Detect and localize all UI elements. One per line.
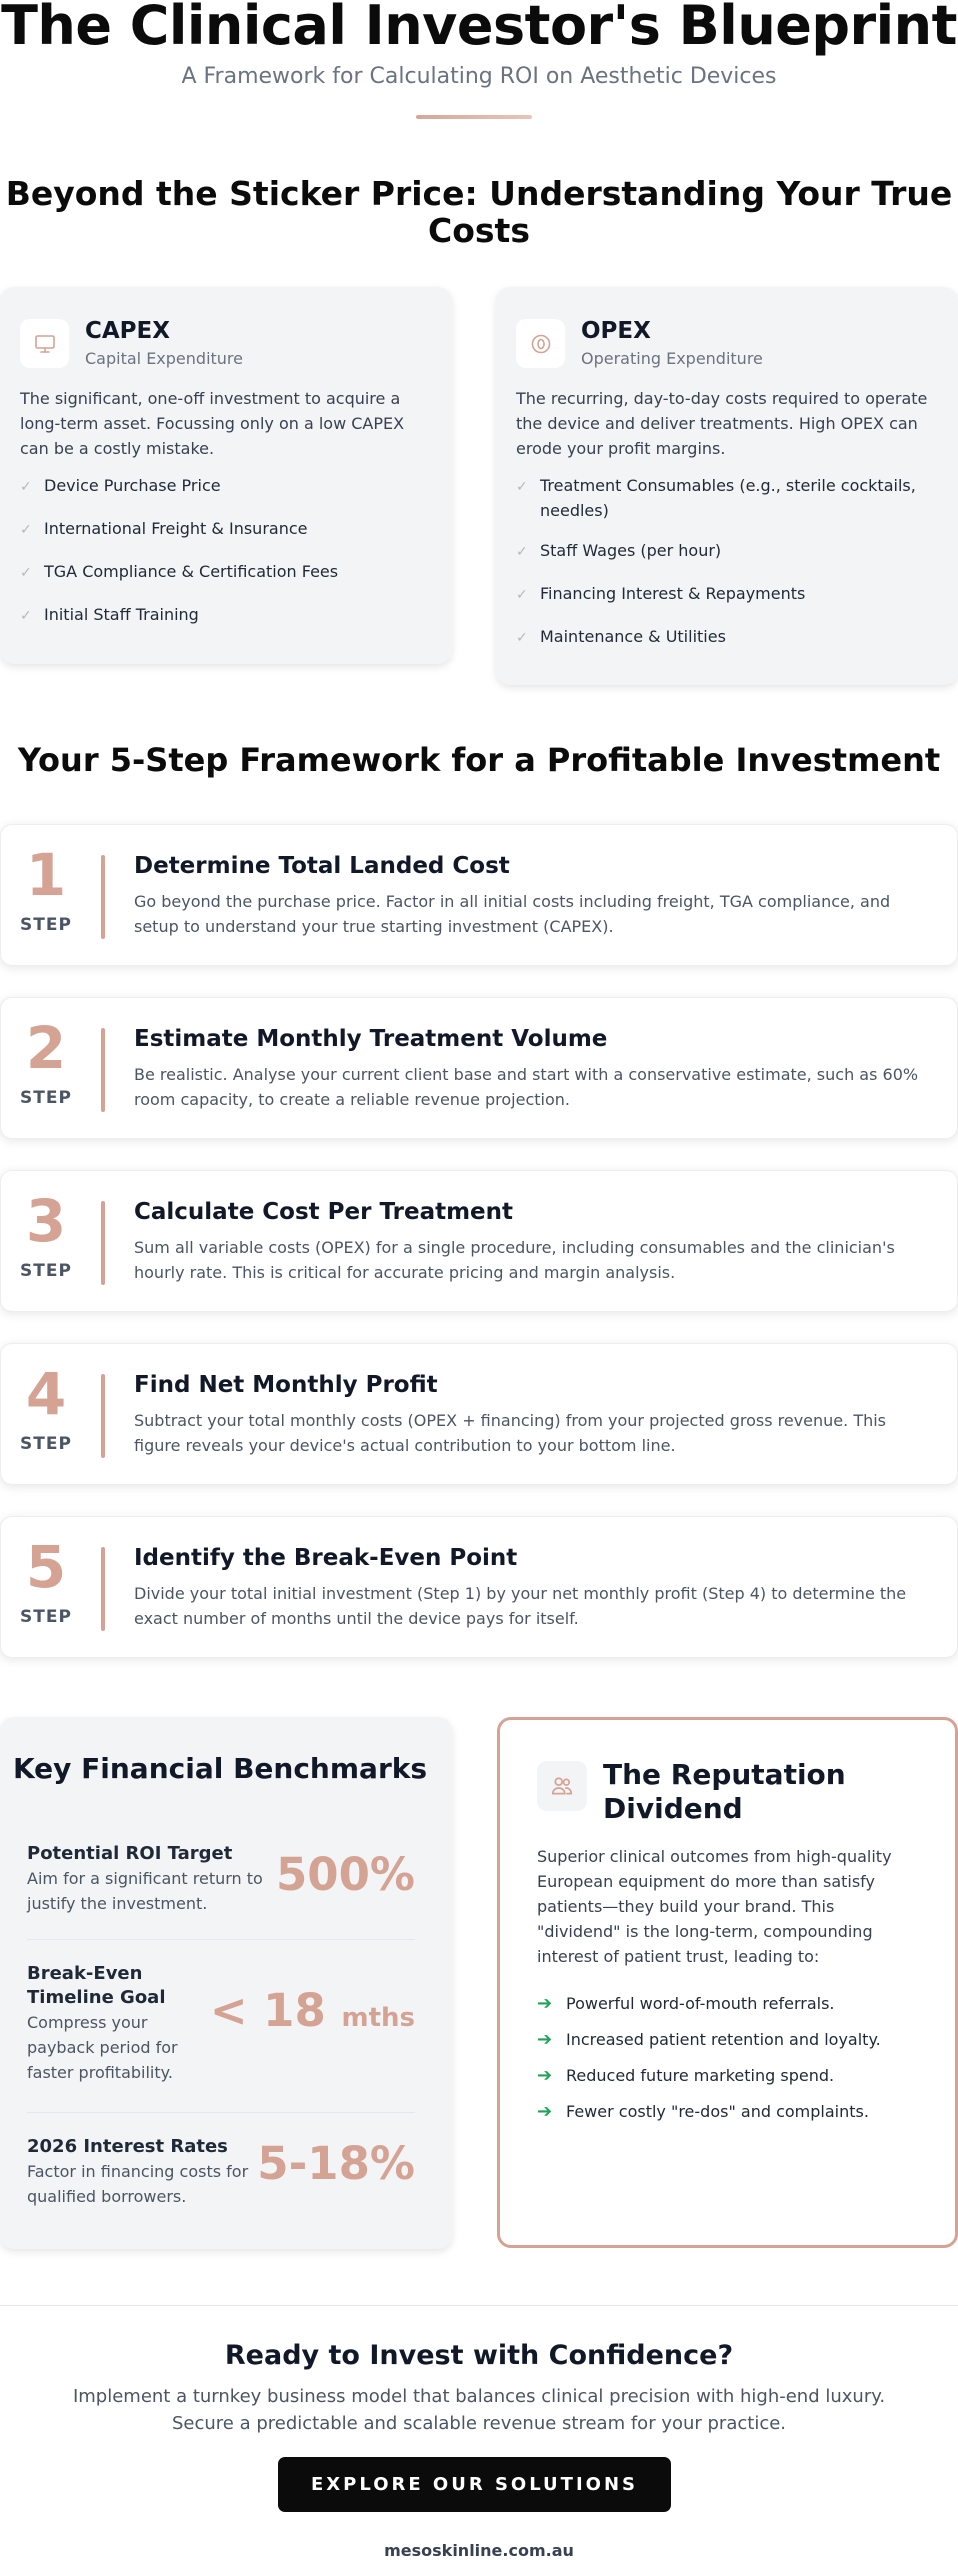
benchmarks-card [0, 1717, 452, 2249]
list-item: ✓ Staff Wages (per hour) [516, 538, 938, 566]
capex-subtitle: Capital Expenditure [85, 349, 243, 368]
page-subtitle: A Framework for Calculating ROI on Aesthetic Devices [181, 64, 777, 89]
benchmark-label: Break-Even Timeline Goal [27, 1963, 166, 2008]
title-divider [416, 115, 532, 119]
section-divider [0, 2305, 958, 2306]
list-item: ✓ Initial Staff Training [20, 602, 432, 630]
step-card-2 [0, 997, 958, 1139]
capex-description: The significant, one-off investment to acquire a long-term asset. Focussing only on a low CAPEX can be a costly mistake. [20, 389, 405, 458]
step-title: Calculate Cost Per Treatment [134, 1199, 514, 1225]
benchmark-divider [27, 2112, 415, 2113]
costs-section-title: Beyond the Sticker Price: Understanding Your True Costs [5, 174, 953, 250]
reputation-description: Superior clinical outcomes from high-quality European equipment do more than satisfy patients—they build your brand. This "dividend" is the long-term, compounding interest of patient trust, leading to: [537, 1847, 892, 1966]
step-label: STEP [20, 915, 72, 935]
benchmark-description: Factor in financing costs for qualified borrowers. [27, 2162, 249, 2206]
list-item: ➔ Reduced future marketing spend. [537, 2065, 835, 2086]
benchmark-label: Potential ROI Target [27, 1843, 233, 1864]
check-icon: ✓ [516, 544, 528, 560]
benchmark-value: < 18 mths [209, 1984, 415, 2037]
step-divider [101, 1201, 105, 1285]
step-divider [101, 1547, 105, 1631]
list-item: ✓ International Freight & Insurance [20, 516, 432, 544]
check-icon: ✓ [516, 630, 528, 646]
step-description: Sum all variable costs (OPEX) for a single procedure, including consumables and the clinician's hourly rate. This is critical for accurate pricing and margin analysis. [134, 1238, 895, 1282]
step-label: STEP [20, 1088, 72, 1108]
step-title: Determine Total Landed Cost [134, 853, 510, 879]
arrow-right-icon: ➔ [537, 2101, 553, 2122]
step-number: 1 [25, 841, 67, 909]
benchmark-label: 2026 Interest Rates [27, 2136, 228, 2157]
step-title: Estimate Monthly Treatment Volume [134, 1026, 608, 1052]
list-item: ✓ Device Purchase Price [20, 473, 432, 501]
coin-icon [516, 319, 565, 368]
list-item: ➔ Increased patient retention and loyalty. [537, 2029, 881, 2050]
step-label: STEP [20, 1261, 72, 1281]
step-description: Go beyond the purchase price. Factor in all initial costs including freight, TGA compliance, and setup to understand your true starting investment (CAPEX). [134, 892, 891, 936]
list-item: ✓ TGA Compliance & Certification Fees [20, 559, 432, 587]
step-divider [101, 1028, 105, 1112]
step-number: 5 [25, 1533, 67, 1601]
step-title: Find Net Monthly Profit [134, 1372, 438, 1398]
check-icon: ✓ [20, 565, 32, 581]
arrow-right-icon: ➔ [537, 1993, 553, 2014]
step-number: 4 [25, 1360, 67, 1428]
framework-section-title: Your 5-Step Framework for a Profitable Investment [17, 741, 941, 779]
reputation-card [497, 1717, 958, 2248]
reputation-title: The Reputation Dividend [603, 1758, 846, 1825]
benchmark-roi [27, 1842, 415, 1922]
benchmark-description: Compress your payback period for faster profitability. [27, 2013, 178, 2082]
step-description: Be realistic. Analyse your current client base and start with a conservative estimate, such as 60% room capacity, to create a reliable revenue projection. [134, 1065, 919, 1109]
capex-title: CAPEX [85, 318, 170, 344]
step-divider [101, 1374, 105, 1458]
step-label: STEP [20, 1434, 72, 1454]
step-label: STEP [20, 1607, 72, 1627]
arrow-right-icon: ➔ [537, 2065, 553, 2086]
benchmark-break-even [27, 1962, 415, 2087]
opex-card [496, 287, 958, 685]
step-card-1 [0, 824, 958, 966]
capex-card [0, 287, 452, 664]
website-link[interactable]: mesoskinline.com.au [384, 2541, 574, 2560]
users-icon [537, 1761, 587, 1811]
benchmark-value: 500% [275, 1848, 415, 1901]
opex-title: OPEX [581, 318, 651, 344]
step-description: Subtract your total monthly costs (OPEX + financing) from your projected gross revenue. This figure reveals your device's actual contribution to your bottom line. [134, 1411, 887, 1455]
step-description: Divide your total initial investment (Step 1) by your net monthly profit (Step 4) to determine the exact number of months until the device pays for itself. [134, 1584, 907, 1628]
benchmarks-title: Key Financial Benchmarks [12, 1752, 428, 1785]
check-icon: ✓ [20, 608, 32, 624]
check-icon: ✓ [20, 522, 32, 538]
opex-list [516, 473, 938, 652]
step-divider [101, 855, 105, 939]
opex-subtitle: Operating Expenditure [581, 349, 763, 368]
step-card-3 [0, 1170, 958, 1312]
list-item: ✓ Maintenance & Utilities [516, 624, 938, 652]
step-number: 2 [25, 1014, 67, 1082]
explore-solutions-button[interactable]: EXPLORE OUR SOLUTIONS [278, 2457, 671, 2512]
page-title: The Clinical Investor's Blueprint [1, 0, 957, 57]
opex-description: The recurring, day-to-day costs required to operate the device and deliver treatments. High OPEX can erode your profit margins. [516, 389, 928, 458]
capex-list [20, 473, 432, 630]
list-item: ✓ Financing Interest & Repayments [516, 581, 938, 609]
reputation-list [537, 1991, 921, 2124]
benchmark-value: 5-18% [257, 2137, 415, 2190]
cta-description: Implement a turnkey business model that balances clinical precision with high-end luxury. Secure a predictable and scalable revenue stream for your practice. [72, 2386, 886, 2434]
check-icon: ✓ [20, 479, 32, 495]
monitor-icon [20, 319, 69, 368]
benchmark-unit: mths [341, 2003, 415, 2033]
step-number: 3 [25, 1187, 67, 1255]
benchmark-interest [27, 2135, 415, 2215]
step-title: Identify the Break-Even Point [134, 1545, 518, 1571]
cta-title: Ready to Invest with Confidence? [224, 2340, 734, 2371]
benchmark-divider [27, 1939, 415, 1940]
arrow-right-icon: ➔ [537, 2029, 553, 2050]
check-icon: ✓ [516, 587, 528, 603]
check-icon: ✓ [516, 479, 528, 495]
step-card-5 [0, 1516, 958, 1658]
benchmark-description: Aim for a significant return to justify the investment. [27, 1869, 263, 1913]
list-item: ➔ Powerful word-of-mouth referrals. [537, 1993, 835, 2014]
step-card-4 [0, 1343, 958, 1485]
list-item: ➔ Fewer costly "re-dos" and complaints. [537, 2101, 869, 2122]
list-item: ✓ Treatment Consumables (e.g., sterile cocktails, needles) [516, 473, 938, 523]
